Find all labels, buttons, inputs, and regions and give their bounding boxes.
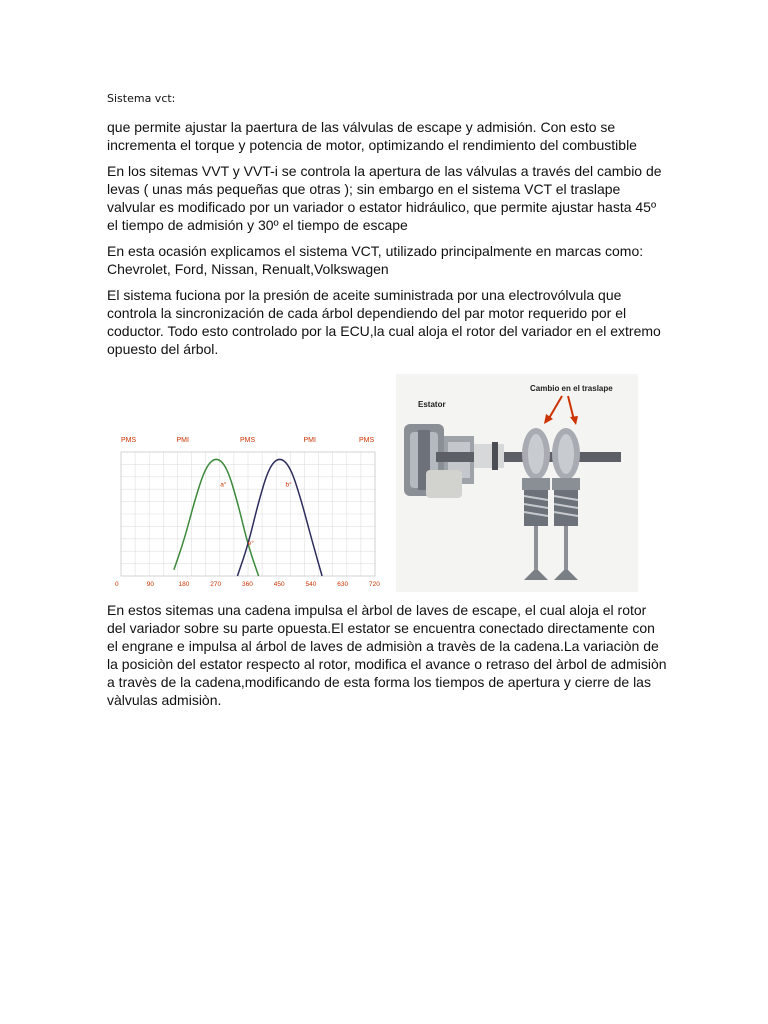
section-heading: Sistema vct: — [107, 92, 176, 105]
label-cambio-traslape: Cambio en el traslape — [530, 384, 613, 393]
top-label: PMS — [359, 437, 375, 444]
x-tick-label: 360 — [242, 581, 253, 588]
paragraph: En esta ocasión explicamos el sistema VCT, utilizado principalmente en marcas como: Chevrolet, Ford, Nissan, Renualt,Volkswagen — [107, 243, 644, 277]
x-tick-label: 0 — [115, 581, 119, 588]
annotation-label: b° — [285, 481, 292, 489]
valve-timing-chart — [107, 430, 387, 590]
paragraph: que permite ajustar la paertura de las válvulas de escape y admisión. Con esto se incrementa el torque y potencia de motor, optimizando el rendimiento del combustible — [107, 119, 637, 153]
annotation-label: a° — [220, 481, 227, 489]
paragraph: El sistema fuciona por la presión de aceite suministrada por una electrovólvula que controla la sincronización de cada árbol dependiendo del par motor requerido por el coductor. Todo esto controlado por la ECU,la cual aloja el rotor del variador en el extremo opuesto del árbol. — [107, 287, 661, 357]
top-label: PMI — [176, 437, 189, 444]
vct-illustration — [396, 374, 638, 592]
document-page-continued — [107, 601, 667, 717]
paragraph: En estos sitemas una cadena impulsa el àrbol de laves de escape, el cual aloja el rotor del variador sobre su parte opuesta.El estator se encuentra conectado directamente con el engrane e impulsa al árbol de laves de admisiòn a travès de la cadena.La variaciòn de la posiciòn del estator respecto al rotor, modifica el avance o retraso del àrbol de admisiòn a travès de la cadena,modificando de esta forma los tiempos de apertura y cierre de las vàlvulas admisiòn. — [107, 602, 667, 708]
annotation-label: e° — [247, 540, 254, 547]
label-estator: Estator — [418, 400, 446, 409]
top-label: PMS — [121, 437, 137, 444]
x-tick-label: 540 — [305, 581, 317, 588]
top-label: PMS — [240, 437, 256, 444]
x-tick-label: 720 — [369, 581, 380, 588]
x-tick-label: 270 — [210, 581, 222, 588]
x-tick-label: 90 — [146, 581, 154, 588]
x-tick-label: 630 — [337, 581, 349, 588]
document-page — [107, 92, 667, 366]
top-label: PMI — [303, 437, 316, 444]
vct-illustration-svg — [396, 374, 638, 592]
x-tick-label: 450 — [273, 581, 285, 588]
x-tick-label: 180 — [178, 581, 190, 588]
paragraph: En los sitemas VVT y VVT-i se controla la apertura de las válvulas a través del cambio de levas ( unas más pequeñas que otras ); sin embargo en el sistema VCT el traslape valvular es modificado por un variador o estator hidráulico, que permite ajustar hasta 45º el tiempo de admisión y 30º el tiempo de escape — [107, 163, 662, 233]
chart-svg — [107, 430, 387, 590]
